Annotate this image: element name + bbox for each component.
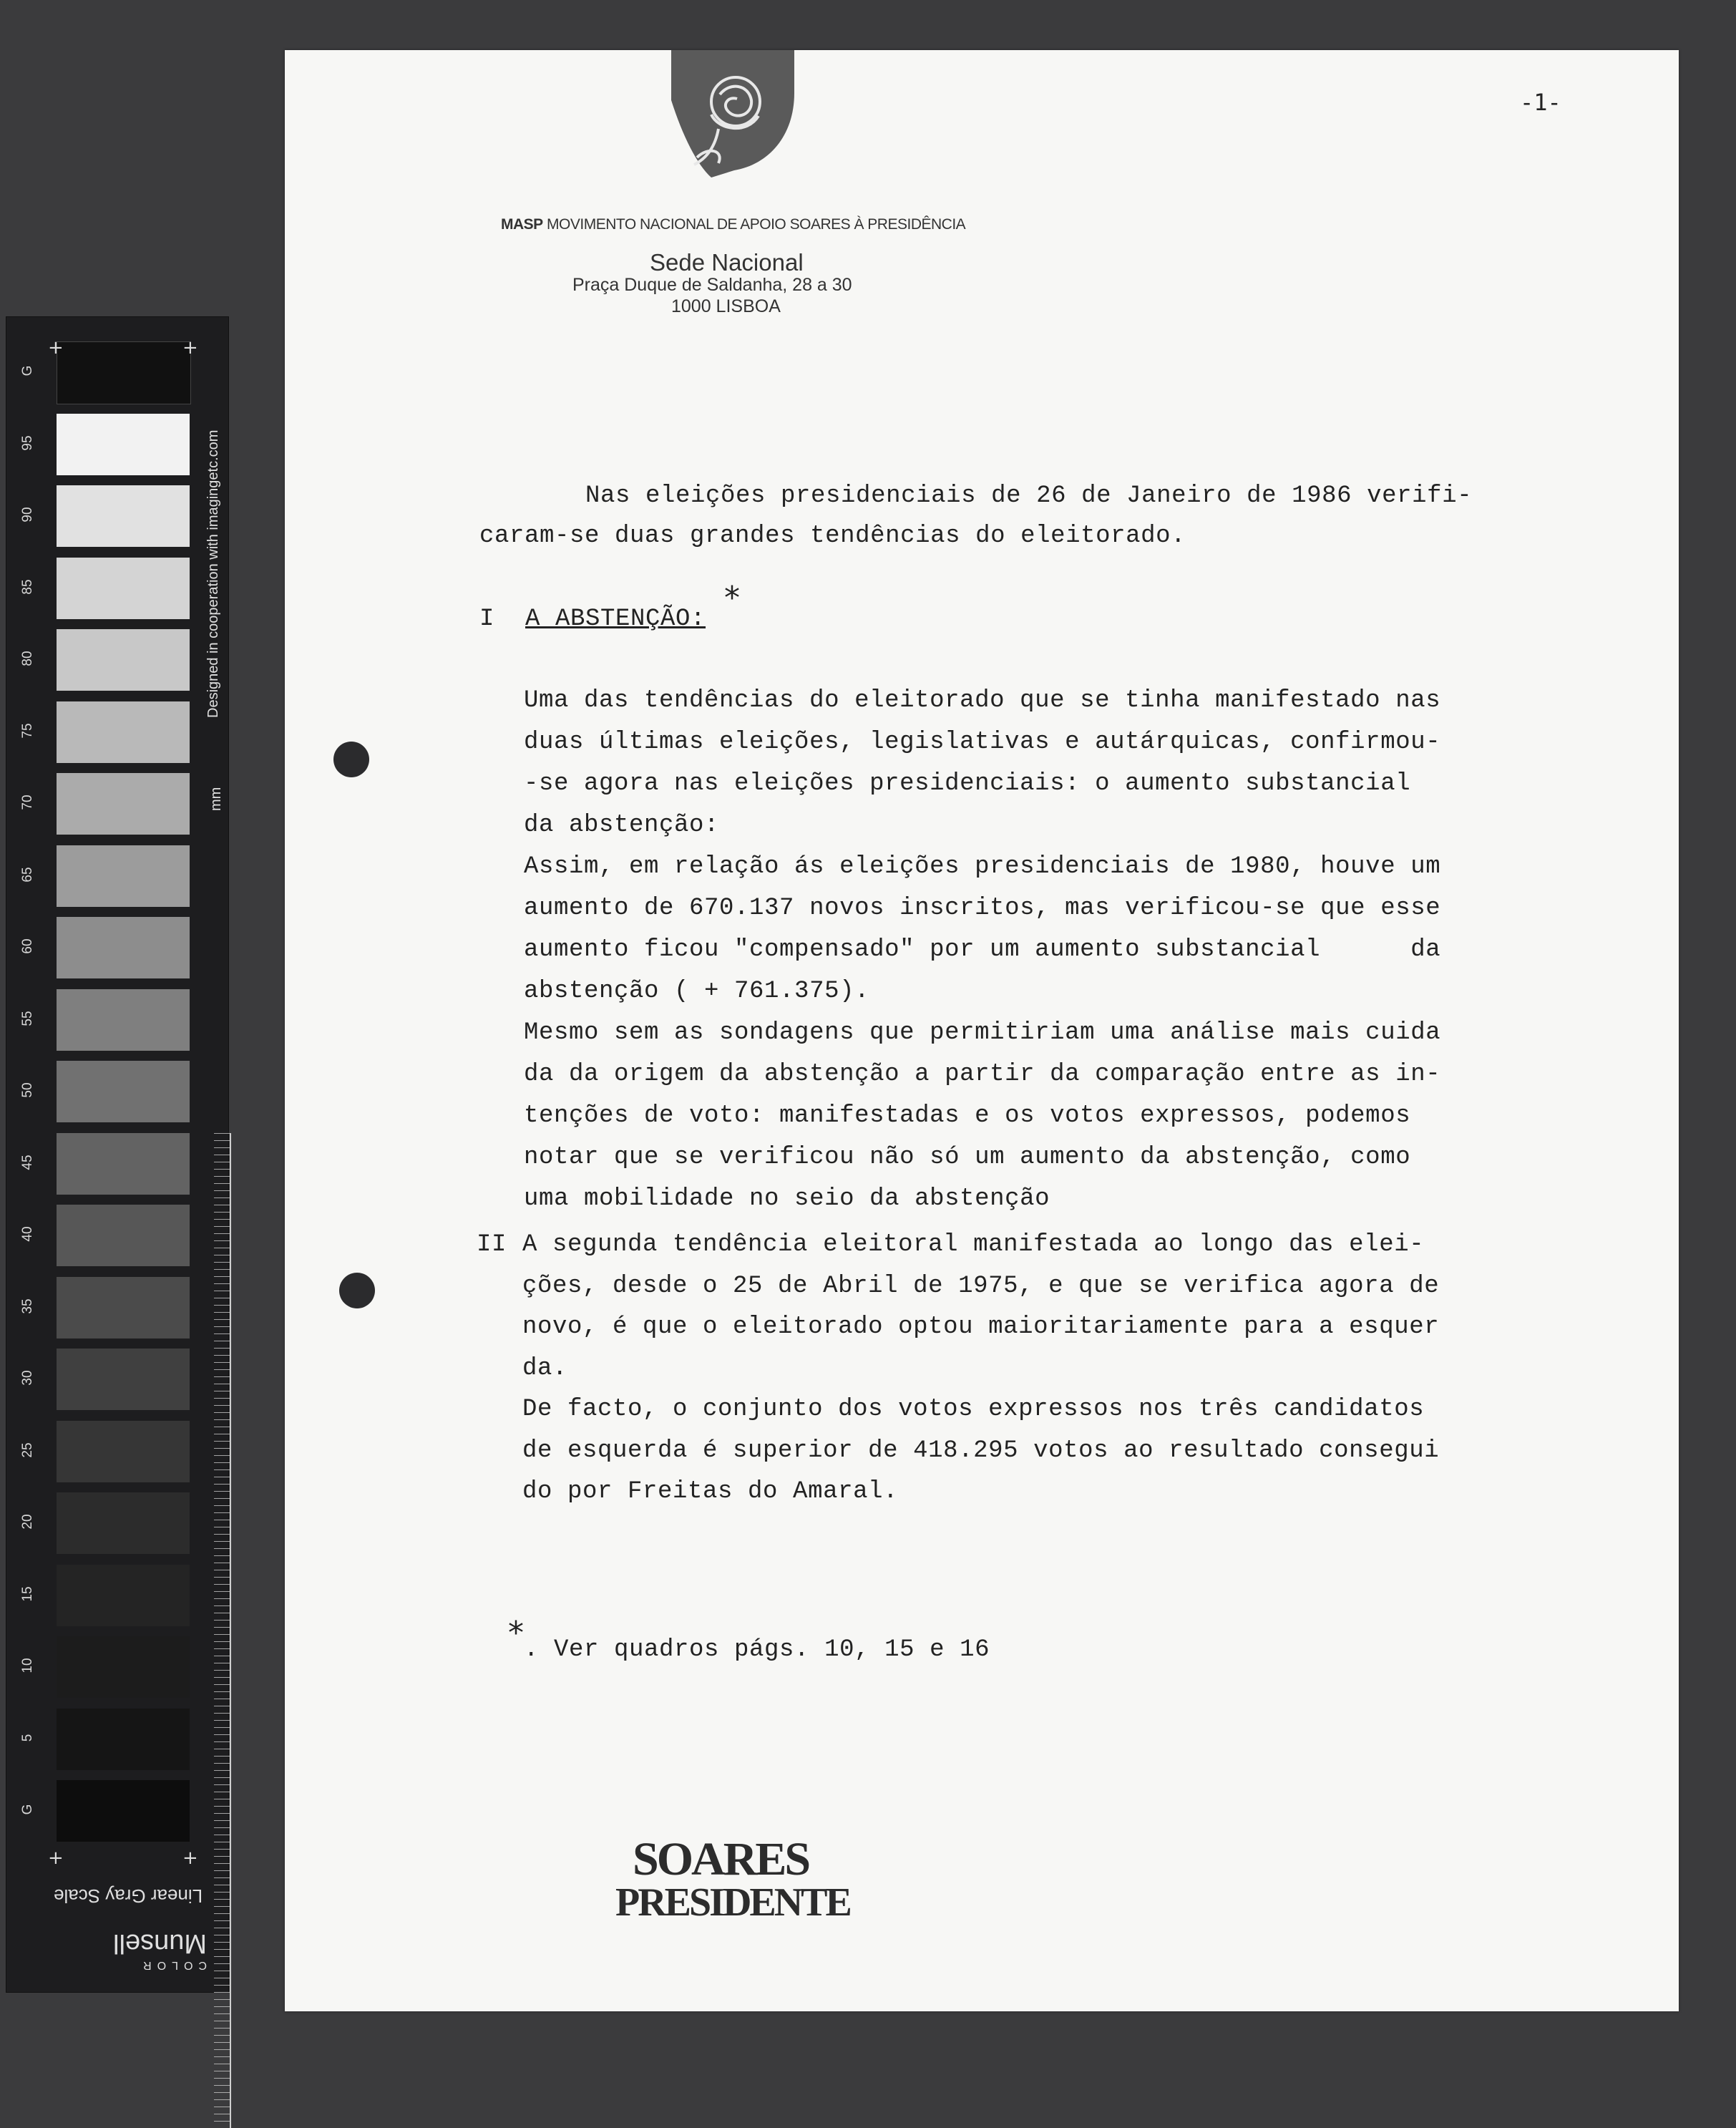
letter-page: [285, 50, 1679, 2011]
gray-scale-label: 70: [20, 795, 35, 810]
section-heading: A ABSTENÇÃO:: [525, 606, 706, 633]
gray-scale-label: 75: [20, 722, 35, 739]
brand-line-1: SOARES: [633, 1833, 809, 1885]
body-line: da da origem da abstenção a partir da comparação entre as in-: [524, 1061, 1441, 1088]
body-line: novo, é que o eleitorado optou maioritariamente para a esquer: [522, 1313, 1440, 1341]
ruler-ticks: [214, 1133, 230, 2128]
footnote-text: . Ver quadros págs. 10, 15 e 16: [524, 1636, 990, 1663]
gray-swatch: [57, 845, 190, 907]
intro-line: caram-se duas grandes tendências do eleitorado.: [479, 523, 1186, 550]
plus-mark-icon: +: [182, 337, 198, 359]
gray-swatch: [57, 1133, 190, 1195]
body-line: Assim, em relação ás eleições presidenciais de 1980, houve um: [524, 853, 1441, 880]
gray-swatch: [57, 629, 190, 691]
plus-mark-icon: +: [182, 1847, 198, 1869]
gray-scale-card: [6, 316, 229, 1993]
ruler-line: [230, 1133, 231, 2128]
gray-scale-label: 90: [20, 507, 35, 523]
gray-scale-label: 30: [20, 1370, 35, 1386]
gray-scale-label: 65: [20, 866, 35, 883]
body-line: Mesmo sem as sondagens que permitiriam uma análise mais cuida: [524, 1019, 1441, 1046]
asterisk-mark: *: [508, 1615, 524, 1651]
gray-scale-label: 10: [20, 1658, 35, 1673]
body-line: do por Freitas do Amaral.: [522, 1478, 899, 1505]
gray-swatch: [57, 485, 190, 547]
gray-swatch: [57, 1709, 190, 1770]
gray-swatch: [57, 1061, 190, 1122]
gray-swatch: [57, 558, 190, 619]
section-numeral: II: [477, 1231, 507, 1258]
section-numeral: I: [479, 606, 495, 633]
rose-logo-icon: [668, 50, 797, 179]
gray-scale-label: 20: [20, 1514, 35, 1530]
scale-unit: mm: [208, 787, 224, 811]
scale-title: Linear Gray Scale: [54, 1885, 203, 1907]
gray-swatch: [57, 989, 190, 1051]
address-line-2: 1000 LISBOA: [671, 296, 781, 316]
organization-name: MASP MOVIMENTO NACIONAL DE APOIO SOARES À PRESIDÊNCIA: [501, 216, 966, 233]
body-line: abstenção ( + 761.375).: [524, 978, 870, 1005]
body-line: tenções de voto: manifestadas e os votos expressos, podemos: [524, 1102, 1411, 1129]
body-line: aumento ficou "compensado" por um aumento substancial da: [524, 936, 1441, 963]
gray-scale-label: 25: [20, 1442, 35, 1458]
body-line: da.: [522, 1354, 568, 1382]
plus-mark-icon: +: [48, 1847, 64, 1869]
gray-scale-label: 15: [20, 1585, 35, 1602]
gray-swatch: [57, 1780, 190, 1842]
body-line: uma mobilidade no seio da abstenção: [524, 1185, 1050, 1213]
gray-scale-label: 55: [20, 1010, 35, 1026]
munsell-logo: COLOR Munsell: [113, 1928, 207, 1971]
gray-scale-label: G: [20, 1804, 35, 1815]
gray-swatch: [57, 1421, 190, 1482]
body-line: duas últimas eleições, legislativas e autárquicas, confirmou-: [524, 729, 1441, 756]
body-line: aumento de 670.137 novos inscritos, mas verificou-se que esse: [524, 895, 1441, 922]
gray-scale-label: 85: [20, 578, 35, 595]
gray-scale-label: 60: [20, 938, 35, 954]
asterisk-mark: *: [724, 580, 740, 616]
gray-scale-label: 45: [20, 1154, 35, 1170]
scale-credit: Designed in cooperation with imagingetc.com: [205, 429, 221, 718]
gray-swatch: [57, 917, 190, 978]
gray-scale-label: G: [20, 365, 35, 376]
gray-scale-label: 80: [20, 651, 35, 666]
gray-scale-label: 35: [20, 1298, 35, 1314]
page-number: -1-: [1520, 89, 1561, 116]
body-line: notar que se verificou não só um aumento da abstenção, como: [524, 1144, 1411, 1171]
gray-swatch: [57, 341, 191, 404]
gray-scale-label: 40: [20, 1226, 35, 1242]
intro-line: Nas eleições presidenciais de 26 de Janeiro de 1986 verifi-: [585, 482, 1473, 510]
gray-scale-label: 5: [20, 1734, 35, 1741]
punch-hole: [333, 742, 369, 777]
address-line-1: Praça Duque de Saldanha, 28 a 30: [572, 275, 852, 295]
gray-scale-label: 95: [20, 434, 35, 451]
gray-swatch: [57, 1205, 190, 1266]
office-title: Sede Nacional: [650, 249, 804, 276]
body-line: ções, desde o 25 de Abril de 1975, e que se verifica agora de: [522, 1272, 1440, 1300]
gray-swatch: [57, 773, 190, 835]
brand-line-2: PRESIDENTE: [615, 1880, 850, 1925]
body-line: da abstenção:: [524, 812, 720, 839]
gray-scale-label: 50: [20, 1082, 35, 1098]
gray-swatch: [57, 1636, 190, 1698]
body-line: -se agora nas eleições presidenciais: o aumento substancial: [524, 770, 1411, 797]
gray-swatch: [57, 1492, 190, 1554]
plus-mark-icon: +: [48, 337, 64, 359]
gray-swatch: [57, 1349, 190, 1410]
gray-swatch: [57, 1565, 190, 1626]
gray-swatch: [57, 1277, 190, 1338]
gray-swatch: [57, 414, 190, 475]
punch-hole: [339, 1273, 375, 1308]
gray-swatch: [57, 701, 190, 763]
body-line: de esquerda é superior de 418.295 votos ao resultado consegui: [522, 1437, 1440, 1464]
body-line: De facto, o conjunto dos votos expressos nos três candidatos: [522, 1396, 1425, 1423]
body-line: A segunda tendência eleitoral manifestada ao longo das elei-: [522, 1231, 1425, 1258]
body-line: Uma das tendências do eleitorado que se tinha manifestado nas: [524, 687, 1441, 714]
